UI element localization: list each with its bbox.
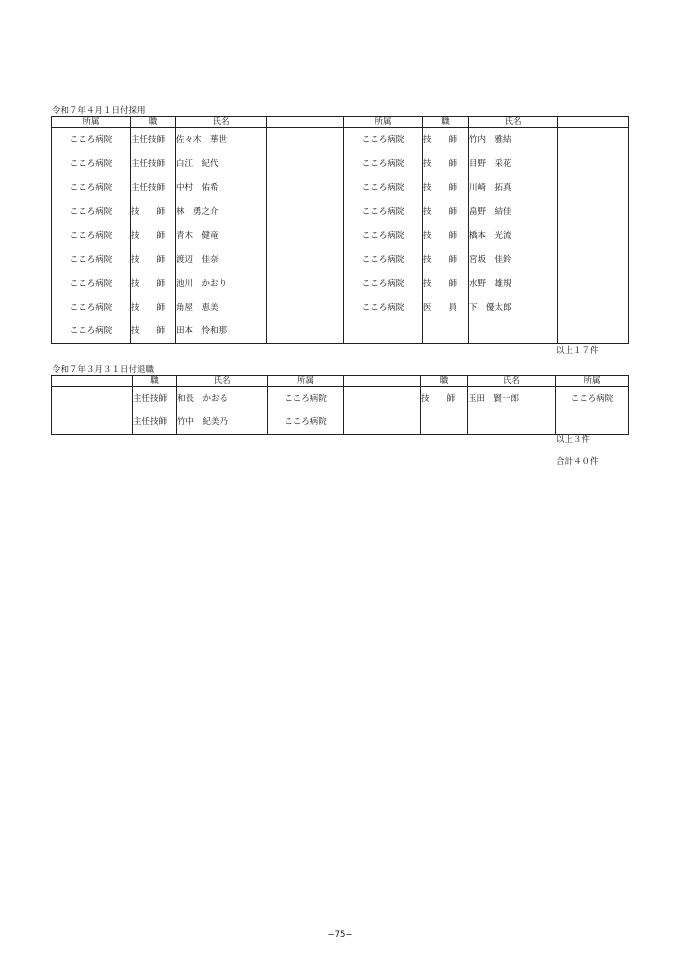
col-header-org: 所属: [268, 376, 344, 387]
col-header-title: 職: [133, 376, 177, 387]
name-cell: 竹中 紀美乃: [177, 411, 268, 435]
org-cell: こころ病院: [52, 200, 131, 224]
blank-cell: [267, 176, 344, 200]
blank-cell: [52, 387, 133, 411]
table-row: [52, 296, 629, 320]
title-cell: 技 師: [423, 128, 469, 152]
title-cell: 技 師: [423, 248, 469, 272]
name-cell: 水野 雄規: [469, 272, 558, 296]
blank-cell: [344, 320, 423, 344]
blank-cell: [267, 296, 344, 320]
title-cell: 主任技師: [131, 152, 176, 176]
org-cell: こころ病院: [344, 128, 423, 152]
title-cell: 技 師: [131, 224, 176, 248]
col-header-name: 氏名: [468, 376, 556, 387]
name-cell: 橋本 光流: [469, 224, 558, 248]
table-row: [52, 248, 629, 272]
org-cell: こころ病院: [52, 128, 131, 152]
blank-cell: [558, 320, 629, 344]
org-cell: こころ病院: [52, 320, 131, 344]
col-header-blank: [267, 117, 344, 128]
table-row: [52, 320, 629, 344]
org-cell: こころ病院: [52, 248, 131, 272]
blank-cell: [558, 248, 629, 272]
name-cell: 青木 健竜: [176, 224, 267, 248]
blank-cell: [267, 320, 344, 344]
title-cell: 技 師: [131, 200, 176, 224]
table-row: [52, 411, 629, 435]
org-cell: こころ病院: [52, 296, 131, 320]
title-cell: 技 師: [421, 387, 468, 411]
title-cell: 技 師: [423, 224, 469, 248]
blank-cell: [469, 320, 558, 344]
retire-heading: 令和７年３月３１日付退職: [52, 365, 155, 375]
blank-cell: [558, 272, 629, 296]
retire-count: 以上３件: [556, 435, 591, 445]
name-cell: 竹内 雅結: [469, 128, 558, 152]
title-cell: 主任技師: [131, 176, 176, 200]
name-cell: 白江 紀代: [176, 152, 267, 176]
org-cell: こころ病院: [556, 387, 629, 411]
name-cell: 佐々木 華世: [176, 128, 267, 152]
org-cell: こころ病院: [344, 272, 423, 296]
table-row: [52, 224, 629, 248]
title-cell: 技 師: [131, 272, 176, 296]
org-cell: こころ病院: [344, 248, 423, 272]
title-cell: 主任技師: [133, 387, 177, 411]
retire-table: [51, 375, 629, 435]
name-cell: 川崎 拓真: [469, 176, 558, 200]
hire-heading: 令和７年４月１日付採用: [52, 106, 146, 116]
table-row: [52, 152, 629, 176]
page-number: −75−: [327, 930, 353, 940]
org-cell: こころ病院: [344, 176, 423, 200]
blank-cell: [558, 296, 629, 320]
col-header-org: 所属: [52, 117, 131, 128]
org-cell: こころ病院: [344, 152, 423, 176]
name-cell: 目野 采花: [469, 152, 558, 176]
blank-cell: [558, 200, 629, 224]
title-cell: 主任技師: [131, 128, 176, 152]
title-cell: 技 師: [131, 296, 176, 320]
col-header-org: 所属: [344, 117, 423, 128]
table-row: [52, 387, 629, 411]
org-cell: こころ病院: [52, 152, 131, 176]
name-cell: 下 優太郎: [469, 296, 558, 320]
name-cell: 宮坂 佳鈴: [469, 248, 558, 272]
name-cell: 角屋 恵美: [176, 296, 267, 320]
col-header-name: 氏名: [177, 376, 268, 387]
table-row: [52, 128, 629, 152]
table-row: [52, 176, 629, 200]
blank-cell: [267, 248, 344, 272]
col-header-blank: [558, 117, 629, 128]
org-cell: こころ病院: [52, 224, 131, 248]
title-cell: 技 師: [423, 152, 469, 176]
name-cell: 和長 かおる: [177, 387, 268, 411]
blank-cell: [267, 224, 344, 248]
name-cell: 中村 佑希: [176, 176, 267, 200]
table-row: [52, 272, 629, 296]
col-header-org: 所属: [556, 376, 629, 387]
blank-cell: [423, 320, 469, 344]
blank-cell: [558, 224, 629, 248]
org-cell: こころ病院: [268, 387, 344, 411]
name-cell: 田本 怜和那: [176, 320, 267, 344]
col-header-title: 職: [423, 117, 469, 128]
title-cell: 技 師: [423, 176, 469, 200]
col-header-name: 氏名: [176, 117, 267, 128]
blank-cell: [267, 200, 344, 224]
col-header-title: 職: [421, 376, 468, 387]
col-header-blank: [344, 376, 421, 387]
col-header-blank: [52, 376, 133, 387]
blank-cell: [468, 411, 556, 435]
title-cell: 主任技師: [133, 411, 177, 435]
blank-cell: [52, 411, 133, 435]
table-row: [52, 200, 629, 224]
name-cell: 畠野 結佳: [469, 200, 558, 224]
hire-count: 以上１７件: [556, 346, 599, 356]
total-count: 合計４０件: [556, 457, 599, 467]
title-cell: 技 師: [423, 200, 469, 224]
name-cell: 渡辺 佳奈: [176, 248, 267, 272]
blank-cell: [267, 128, 344, 152]
title-cell: 医 員: [423, 296, 469, 320]
hire-table: [51, 116, 629, 344]
org-cell: こころ病院: [344, 200, 423, 224]
blank-cell: [267, 152, 344, 176]
blank-cell: [344, 387, 421, 411]
org-cell: こころ病院: [52, 272, 131, 296]
org-cell: こころ病院: [52, 176, 131, 200]
name-cell: 池川 かおり: [176, 272, 267, 296]
blank-cell: [556, 411, 629, 435]
col-header-name: 氏名: [469, 117, 558, 128]
org-cell: こころ病院: [344, 296, 423, 320]
blank-cell: [558, 176, 629, 200]
blank-cell: [421, 411, 468, 435]
title-cell: 技 師: [131, 248, 176, 272]
org-cell: こころ病院: [344, 224, 423, 248]
title-cell: 技 師: [423, 272, 469, 296]
blank-cell: [344, 411, 421, 435]
col-header-title: 職: [131, 117, 176, 128]
name-cell: 玉田 賢一郎: [468, 387, 556, 411]
blank-cell: [558, 152, 629, 176]
blank-cell: [558, 128, 629, 152]
name-cell: 林 勇之介: [176, 200, 267, 224]
title-cell: 技 師: [131, 320, 176, 344]
blank-cell: [267, 272, 344, 296]
org-cell: こころ病院: [268, 411, 344, 435]
